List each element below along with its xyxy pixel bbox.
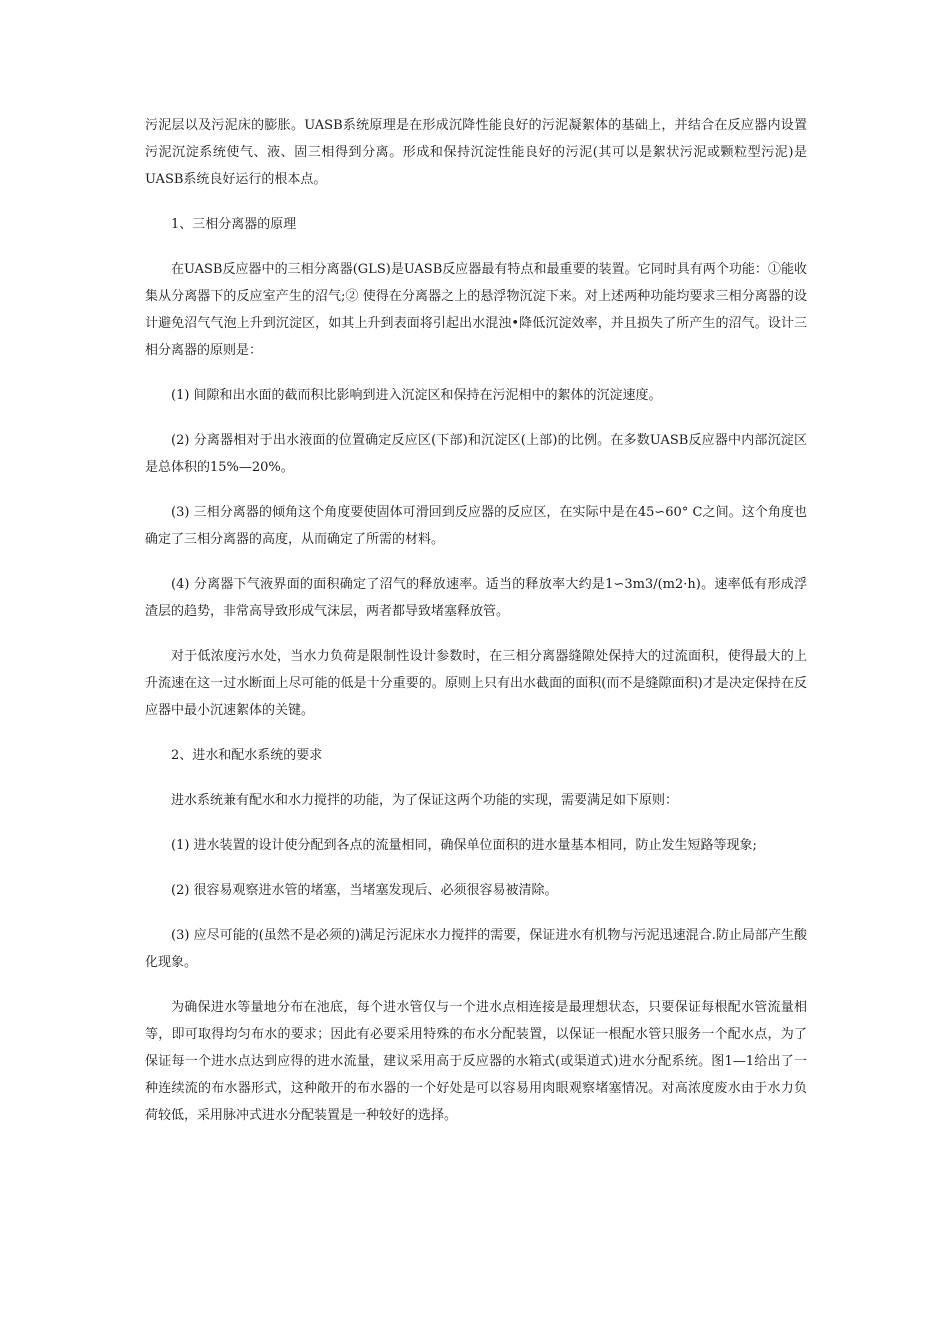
list-item-inflow-3: (3) 应尽可能的(虽然不是必须的)满足污泥床水力搅拌的需要，保证进水有机物与污泥迅速混合.防止局部产生酸化现象。 — [145, 928, 807, 970]
paragraph-inflow-intro: 进水系统兼有配水和水力搅拌的功能，为了保证这两个功能的实现，需要满足如下原则： — [171, 793, 679, 808]
list-item-gls-1: (1) 间隙和出水面的截而积比影响到进入沉淀区和保持在污泥相中的絮体的沉淀速度。 — [171, 388, 662, 403]
heading-inflow-system: 2、进水和配水系统的要求 — [171, 748, 323, 763]
paragraph-low-concentration: 对于低浓度污水处，当水力负荷是限制性设计参数时，在三相分离器缝隙处保持大的过流面积，使得最大的上升流速在这一过水断面上尽可能的低是十分重要的。原则上只有出水截面的面积(而不是缝隙面积)才是决定保持在反应器中最小沉速絮体的关键。 — [145, 649, 807, 718]
list-item-gls-4: (4) 分离器下气液界面的面积确定了沼气的释放速率。适当的释放率大约是1∽3m3/(m2·h)。速率低有形成浮渣层的趋势，非常高导致形成气沫层，两者都导致堵塞释放管。 — [145, 577, 807, 619]
paragraph-gls-functions: 在UASB反应器中的三相分离器(GLS)是UASB反应器最有特点和最重要的装置。它同时具有两个功能：①能收集从分离器下的反应室产生的沼气;② 使得在分离器之上的悬浮物沉淀下来。对上述两种功能均要求三相分离器的设计避免沼气气泡上升到沉淀区，如其上升到表面将引起出水混浊•降低沉淀效率，并且损失了所产生的沼气。设计三相分离器的原则是： — [145, 262, 807, 358]
list-item-inflow-1: (1) 进水装置的设计使分配到各点的流量相同，确保单位面积的进水量基本相同，防止发生短路等现象; — [171, 838, 757, 853]
list-item-gls-3: (3) 三相分离器的倾角这个角度要使固体可滑回到反应器的反应区，在实际中是在45∽60° C之间。这个角度也确定了三相分离器的高度，从而确定了所需的材料。 — [145, 505, 807, 547]
paragraph-uasb-principle: 污泥层以及污泥床的膨胀。UASB系统原理是在形成沉降性能良好的污泥凝絮体的基础上，并结合在反应器内设置污泥沉淀系统使气、液、固三相得到分离。形成和保持沉淀性能良好的污泥(其可以是絮状污泥或颗粒型污泥)是UASB系统良好运行的根本点。 — [145, 118, 807, 187]
heading-gls-principle: 1、三相分离器的原理 — [171, 217, 297, 232]
list-item-gls-2: (2) 分离器相对于出水液面的位置确定反应区(下部)和沉淀区(上部)的比例。在多数UASB反应器中内部沉淀区是总体积的15%—20%。 — [145, 433, 807, 475]
document-body — [145, 112, 807, 1147]
list-item-inflow-2: (2) 很容易观察进水管的堵塞，当堵塞发现后、必须很容易被清除。 — [171, 883, 558, 898]
paragraph-distribution: 为确保进水等量地分布在池底，每个进水管仅与一个进水点相连接是最理想状态，只要保证每根配水管流量相等，即可取得均匀布水的要求；因此有必要采用特殊的布水分配装置，以保证一根配水管只服务一个配水点，为了保证每一个进水点达到应得的进水流量，建议采用高于反应器的水箱式(或渠道式)进水分配系统。图1—1给出了一种连续流的布水器形式，这种敞开的布水器的一个好处是可以容易用肉眼观察堵塞情况。对高浓度废水由于水力负荷较低，采用脉冲式进水分配装置是一种较好的选择。 — [145, 1000, 807, 1123]
